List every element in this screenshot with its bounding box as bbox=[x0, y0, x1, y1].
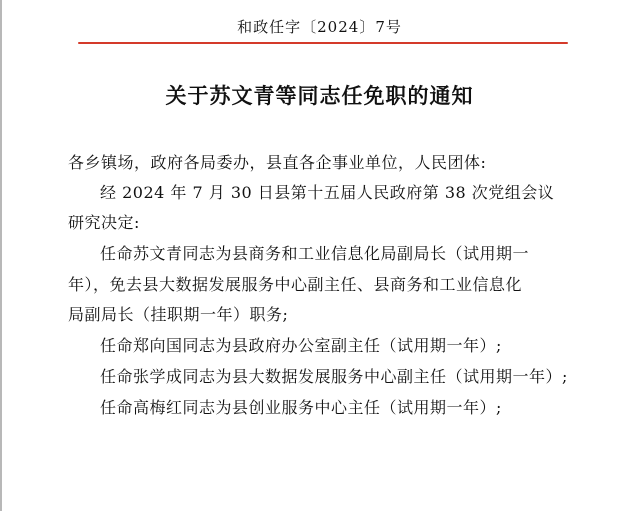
document-number: 和政任字〔2024〕7号 bbox=[237, 18, 402, 36]
page-left-border bbox=[0, 0, 2, 511]
appointment-1-line-1: 任命苏文青同志为县商务和工业信息化局副局长（试用期一 bbox=[100, 244, 530, 263]
appointment-1-line-2: 年），免去县大数据发展服务中心副主任、县商务和工业信息化 bbox=[68, 275, 523, 294]
appointment-3-line: 任命张学成同志为县大数据发展服务中心副主任（试用期一年）; bbox=[100, 367, 568, 386]
document-title: 关于苏文青等同志任免职的通知 bbox=[165, 83, 474, 108]
red-header-rule bbox=[78, 42, 568, 44]
intro-line-1: 经 2024 年 7 月 30 日县第十五届人民政府第 38 次党组会议 bbox=[100, 183, 555, 202]
appointment-1-line-3: 局副局长（挂职期一年）职务; bbox=[68, 305, 289, 324]
appointment-2-line: 任命郑向国同志为县政府办公室副主任（试用期一年）; bbox=[100, 336, 502, 355]
intro-line-2: 研究决定: bbox=[68, 213, 140, 232]
recipients-line: 各乡镇场，政府各局委办，县直各企事业单位，人民团体: bbox=[68, 153, 487, 172]
appointment-4-line: 任命高梅红同志为县创业服务中心主任（试用期一年）; bbox=[100, 398, 502, 417]
